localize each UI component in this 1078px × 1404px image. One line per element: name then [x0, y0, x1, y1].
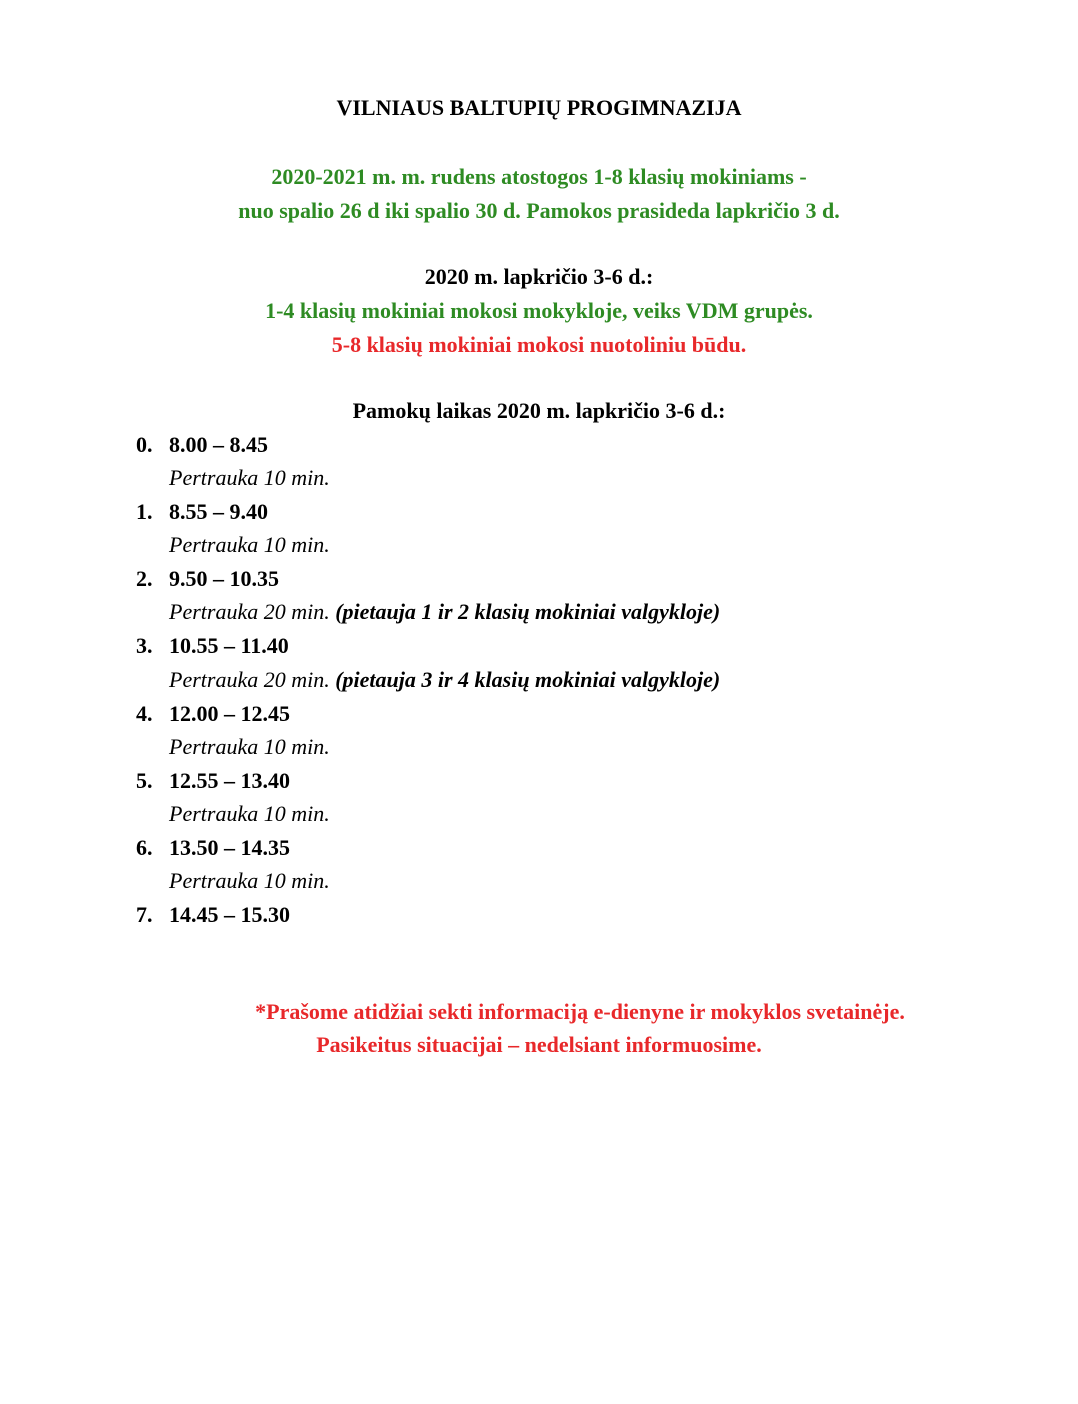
lesson-time: 8.00 – 8.45	[169, 432, 268, 457]
break-row	[169, 530, 330, 560]
grades-5-8-info: 5-8 klasių mokiniai mokosi nuotoliniu būdu.	[331, 332, 747, 357]
break-row	[169, 665, 720, 695]
lesson-time: 9.50 – 10.35	[169, 566, 279, 591]
lesson-number: 1.	[136, 499, 153, 524]
break-row	[169, 597, 720, 627]
lesson-row	[136, 631, 289, 661]
lesson-row	[136, 766, 290, 796]
lesson-number: 6.	[136, 835, 153, 860]
lesson-time: 12.00 – 12.45	[169, 701, 290, 726]
lesson-row	[136, 699, 290, 729]
break-text: Pertrauka 10 min.	[169, 801, 330, 826]
lesson-row	[136, 900, 290, 930]
lesson-number: 2.	[136, 566, 153, 591]
lesson-time: 13.50 – 14.35	[169, 835, 290, 860]
lesson-row	[136, 430, 268, 460]
break-text: Pertrauka 10 min.	[169, 734, 330, 759]
school-name: VILNIAUS BALTUPIŲ PROGIMNAZIJA	[336, 95, 742, 120]
lesson-time: 14.45 – 15.30	[169, 902, 290, 927]
lesson-row	[136, 497, 268, 527]
lesson-number: 5.	[136, 768, 153, 793]
period-dates: 2020 m. lapkričio 3-6 d.:	[424, 264, 654, 289]
lesson-row	[136, 564, 279, 594]
lesson-number: 0.	[136, 432, 153, 457]
break-text: Pertrauka 10 min.	[169, 532, 330, 557]
schedule-title: Pamokų laikas 2020 m. lapkričio 3-6 d.:	[352, 398, 726, 423]
lesson-row	[136, 833, 290, 863]
break-row	[169, 866, 330, 896]
break-text: Pertrauka 20 min.	[169, 667, 330, 692]
holidays-line-2: nuo spalio 26 d iki spalio 30 d. Pamokos prasideda lapkričio 3 d.	[238, 198, 840, 223]
break-row	[169, 799, 330, 829]
grades-1-4-info: 1-4 klasių mokiniai mokosi mokykloje, veiks VDM grupės.	[265, 298, 813, 323]
lesson-time: 10.55 – 11.40	[169, 633, 289, 658]
break-text: Pertrauka 20 min.	[169, 599, 330, 624]
notice-line-2: Pasikeitus situacijai – nedelsiant informuosime.	[316, 1032, 762, 1057]
break-text: Pertrauka 10 min.	[169, 868, 330, 893]
notice-line-1: *Prašome atidžiai sekti informaciją e-dienyne ir mokyklos svetainėje.	[255, 999, 905, 1024]
lesson-time: 12.55 – 13.40	[169, 768, 290, 793]
lesson-number: 3.	[136, 633, 153, 658]
lesson-number: 4.	[136, 701, 153, 726]
break-note: (pietauja 3 ir 4 klasių mokiniai valgykloje)	[335, 667, 721, 692]
break-note: (pietauja 1 ir 2 klasių mokiniai valgykloje)	[335, 599, 721, 624]
break-row	[169, 732, 330, 762]
lesson-time: 8.55 – 9.40	[169, 499, 268, 524]
break-text: Pertrauka 10 min.	[169, 465, 330, 490]
lesson-number: 7.	[136, 902, 153, 927]
break-row	[169, 463, 330, 493]
holidays-line-1: 2020-2021 m. m. rudens atostogos 1-8 klasių mokiniams -	[271, 164, 807, 189]
